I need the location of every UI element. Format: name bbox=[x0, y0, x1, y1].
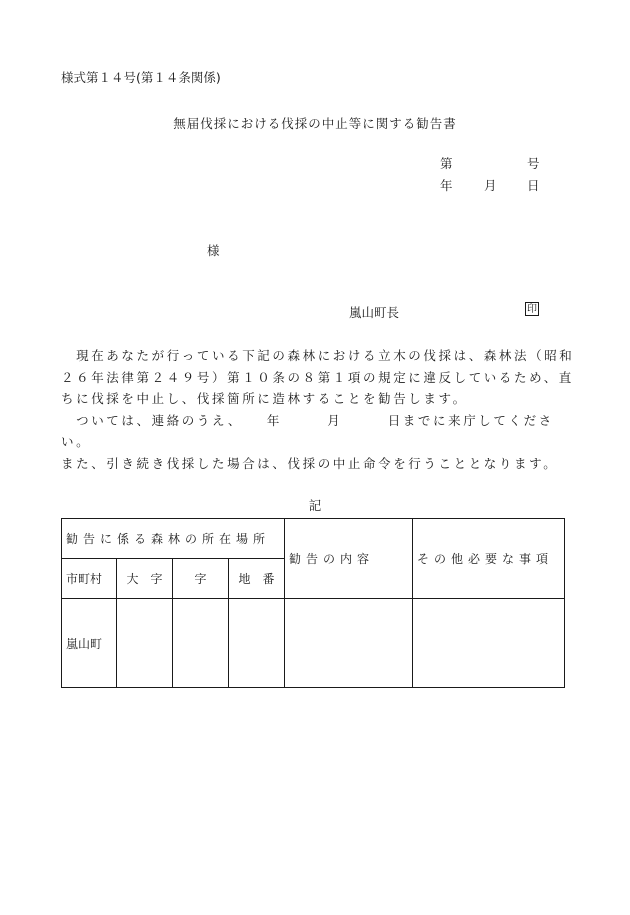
content-cell bbox=[285, 599, 413, 688]
municipality-header: 市町村 bbox=[62, 559, 117, 599]
seal-mark: 印 bbox=[527, 304, 537, 315]
date-month-label: 月 bbox=[484, 178, 497, 193]
body-text bbox=[61, 345, 581, 474]
content-header: 勧告の内容 bbox=[285, 519, 413, 599]
recommendation-table bbox=[61, 518, 565, 688]
sender-name: 嵐山町長 bbox=[349, 305, 400, 320]
oaza-cell bbox=[117, 599, 173, 688]
form-number: 様式第１４号(第１４条関係) bbox=[61, 70, 221, 85]
municipality-cell: 嵐山町 bbox=[62, 599, 117, 688]
date-day-label: 日 bbox=[527, 178, 540, 193]
body-paragraph-3: また、引き続き伐採した場合は、伐採の中止命令を行うこととなります。 bbox=[61, 455, 559, 471]
aza-cell bbox=[173, 599, 229, 688]
location-header: 勧告に係る森林の所在場所 bbox=[62, 519, 285, 559]
date-year-label: 年 bbox=[440, 178, 453, 193]
body-paragraph-1: 現在あなたが行っている下記の森林における立木の伐採は、森林法（昭和２６年法律第２４９号）第１０条の８第１項の規定に違反しているため、直ちに伐採を中止し、伐採箇所に造林することを勧告します。 bbox=[61, 348, 575, 406]
oaza-header: 大 字 bbox=[117, 559, 173, 599]
other-cell bbox=[413, 599, 565, 688]
document-title: 無届伐採における伐採の中止等に関する勧告書 bbox=[173, 116, 457, 131]
document-number-suffix: 号 bbox=[527, 156, 540, 171]
aza-header: 字 bbox=[173, 559, 229, 599]
other-header: その他必要な事項 bbox=[413, 519, 565, 599]
document-number-label: 第 bbox=[440, 156, 453, 171]
lot-number-header: 地 番 bbox=[229, 559, 285, 599]
addressee-honorific: 様 bbox=[207, 243, 220, 258]
body-paragraph-2: ついては、連絡のうえ、 年 月 日までに来庁してください。 bbox=[61, 412, 554, 449]
lot-number-cell bbox=[229, 599, 285, 688]
ki-heading: 記 bbox=[308, 498, 322, 513]
